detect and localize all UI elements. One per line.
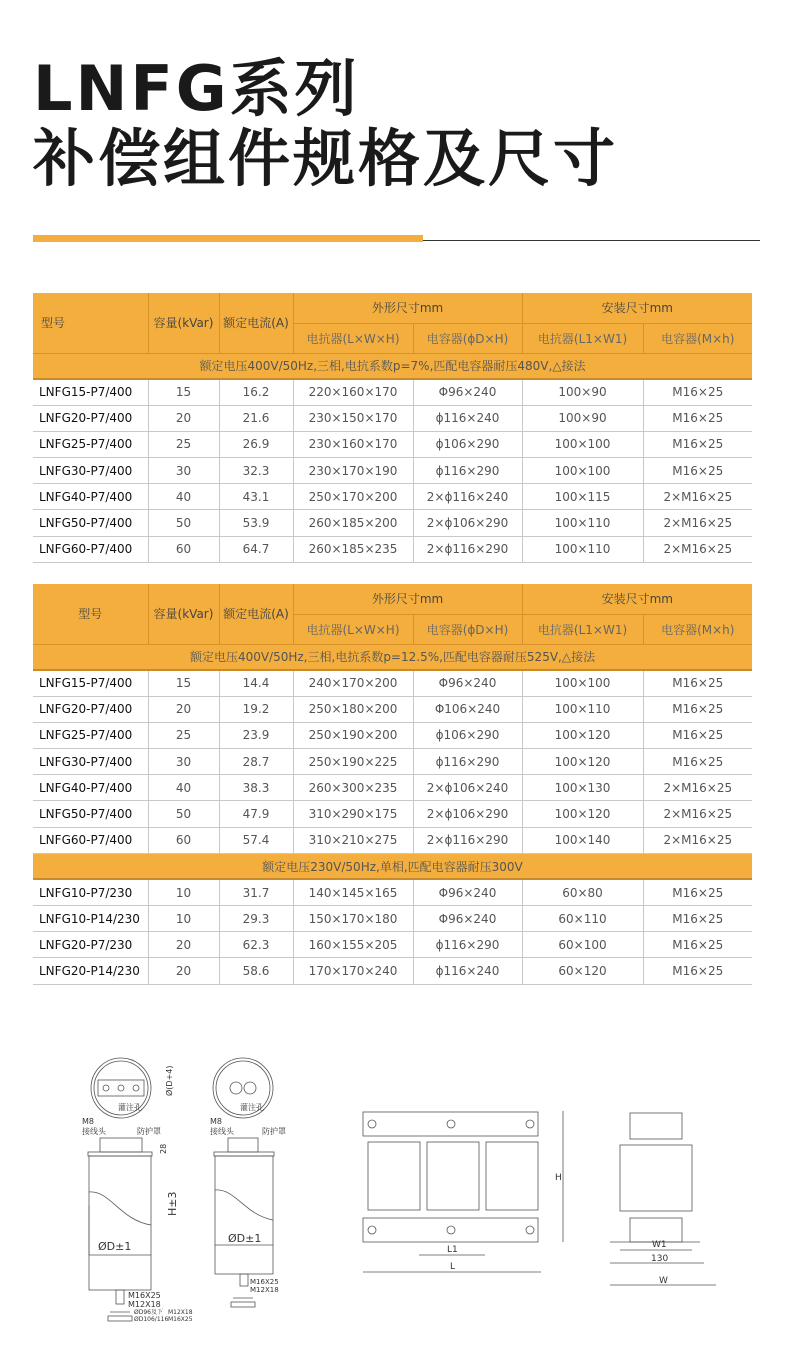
page-title-line2: 补偿组件规格及尺寸 (33, 122, 619, 195)
table-cell: 260×300×235 (293, 775, 413, 801)
header-model: 型号 (33, 293, 148, 353)
table-cell: M16×25 (643, 458, 752, 484)
table-cell: 100×110 (522, 536, 643, 562)
table-cell: 2×ϕ116×290 (413, 827, 522, 853)
table-row (33, 879, 752, 905)
subheader-capacitor-mh: 电容器(M×h) (643, 614, 752, 644)
reactor-front-drawing (363, 1111, 563, 1272)
table-cell: Φ96×240 (413, 379, 522, 405)
table-cell: 15 (148, 379, 219, 405)
spec-table-1 (33, 293, 752, 563)
table-cell: ϕ116×240 (413, 405, 522, 431)
table-cell: 21.6 (219, 405, 293, 431)
table-row (33, 749, 752, 775)
table-cell: ϕ116×290 (413, 932, 522, 958)
table-cell: 62.3 (219, 932, 293, 958)
table-cell: 2×M16×25 (643, 536, 752, 562)
table-cell: 16.2 (219, 379, 293, 405)
header-row (33, 584, 752, 614)
table-cell: LNFG20-P7/400 (33, 696, 148, 722)
svg-text:M12X18: M12X18 (250, 1286, 279, 1294)
table-cell: 2×M16×25 (643, 510, 752, 536)
table-cell: 100×120 (522, 801, 643, 827)
table-cell: M16×25 (643, 722, 752, 748)
table-cell: M16×25 (643, 431, 752, 457)
spec-table-2 (33, 584, 752, 985)
subheader-reactor-lwh: 电抗器(L×W×H) (293, 323, 413, 353)
table-cell: 20 (148, 405, 219, 431)
table-cell: 260×185×200 (293, 510, 413, 536)
svg-text:接线头: 接线头 (210, 1127, 234, 1136)
table-cell: 60×120 (522, 958, 643, 984)
subheader-reactor-l1w1: 电抗器(L1×W1) (522, 614, 643, 644)
header-outline: 外形尺寸mm (293, 584, 522, 614)
l1-label: L1 (447, 1245, 458, 1255)
section-row (33, 353, 752, 379)
table-cell: 40 (148, 484, 219, 510)
subheader-reactor-lwh: 电抗器(L×W×H) (293, 614, 413, 644)
table-cell: LNFG20-P14/230 (33, 958, 148, 984)
section-title: 额定电压400V/50Hz,三相,电抗系数p=7%,匹配电容器耐压480V,△接法 (33, 353, 752, 379)
table-row (33, 775, 752, 801)
table-cell: 100×90 (522, 405, 643, 431)
table-cell: ϕ116×240 (413, 958, 522, 984)
l-label: L (450, 1262, 456, 1272)
m16-label: M16X25 (128, 1291, 161, 1300)
capacitor-drawing-2-terminal (210, 1058, 286, 1307)
table-row (33, 696, 752, 722)
table-cell: 230×170×190 (293, 458, 413, 484)
section-row (33, 853, 752, 879)
header-current: 额定电流(A) (219, 584, 293, 644)
table-cell: 20 (148, 696, 219, 722)
table-cell: 150×170×180 (293, 906, 413, 932)
table-cell: 38.3 (219, 775, 293, 801)
table-cell: Φ96×240 (413, 906, 522, 932)
w130-label: 130 (651, 1254, 669, 1264)
svg-text:灌注孔: 灌注孔 (240, 1103, 264, 1112)
table-cell: 310×290×175 (293, 801, 413, 827)
table-cell: 2×ϕ106×290 (413, 801, 522, 827)
section-title: 额定电压230V/50Hz,单相,匹配电容器耐压300V (33, 853, 752, 879)
table-cell: M16×25 (643, 749, 752, 775)
table-cell: 250×170×200 (293, 484, 413, 510)
table-cell: 43.1 (219, 484, 293, 510)
table-cell: LNFG30-P7/400 (33, 458, 148, 484)
svg-text:防护罩: 防护罩 (262, 1127, 286, 1136)
header-row (33, 293, 752, 323)
table-cell: 100×90 (522, 379, 643, 405)
table-cell: LNFG40-P7/400 (33, 484, 148, 510)
table-cell: 20 (148, 932, 219, 958)
table-cell: LNFG60-P7/400 (33, 536, 148, 562)
table-cell: M16×25 (643, 670, 752, 696)
table-cell: LNFG20-P7/230 (33, 932, 148, 958)
section-title: 额定电压400V/50Hz,三相,电抗系数p=12.5%,匹配电容器耐压525V,△接法 (33, 644, 752, 670)
table-cell: 20 (148, 958, 219, 984)
m8-label: M8 (82, 1117, 94, 1126)
table-cell: LNFG15-P7/400 (33, 670, 148, 696)
table-row (33, 431, 752, 457)
table-cell: M16×25 (643, 958, 752, 984)
table-cell: 160×155×205 (293, 932, 413, 958)
table-cell: 25 (148, 431, 219, 457)
table-cell: 250×190×225 (293, 749, 413, 775)
table-cell: 64.7 (219, 536, 293, 562)
table-cell: 28.7 (219, 749, 293, 775)
table-cell: 100×130 (522, 775, 643, 801)
w-label: W (659, 1276, 668, 1286)
table-cell: ϕ106×290 (413, 722, 522, 748)
table-cell: 140×145×165 (293, 879, 413, 905)
height-label: H±3 (166, 1191, 179, 1216)
table-cell: 240×170×200 (293, 670, 413, 696)
note1b-label: M12X18 (168, 1309, 193, 1316)
table-cell: 220×160×170 (293, 379, 413, 405)
table-row (33, 405, 752, 431)
table-cell: M16×25 (643, 879, 752, 905)
table-row (33, 906, 752, 932)
svg-text:M16X25: M16X25 (250, 1278, 279, 1286)
table-cell: Φ96×240 (413, 879, 522, 905)
dimension-drawings (0, 1050, 790, 1350)
table-cell: 100×120 (522, 749, 643, 775)
dia-label: ØD±1 (98, 1240, 132, 1253)
accent-bar (33, 235, 423, 242)
table-cell: 260×185×235 (293, 536, 413, 562)
table-cell: Φ96×240 (413, 670, 522, 696)
table-cell: 310×210×275 (293, 827, 413, 853)
header-current: 额定电流(A) (219, 293, 293, 353)
table-cell: ϕ116×290 (413, 458, 522, 484)
table-row (33, 379, 752, 405)
table-cell: 15 (148, 670, 219, 696)
table-cell: 170×170×240 (293, 958, 413, 984)
m12-label: M12X18 (128, 1300, 161, 1309)
note2b-label: M16X25 (168, 1316, 193, 1323)
header-model: 型号 (33, 584, 148, 644)
table-cell: LNFG20-P7/400 (33, 405, 148, 431)
table-cell: 250×180×200 (293, 696, 413, 722)
table-cell: 23.9 (219, 722, 293, 748)
table-cell: 26.9 (219, 431, 293, 457)
table-cell: 100×140 (522, 827, 643, 853)
table-cell: 230×150×170 (293, 405, 413, 431)
header-capacity: 容量(kVar) (148, 293, 219, 353)
svg-text:M8: M8 (210, 1117, 222, 1126)
table-cell: 230×160×170 (293, 431, 413, 457)
cover-label: 防护罩 (137, 1127, 161, 1136)
table-cell: 2×M16×25 (643, 775, 752, 801)
fill-hole-label: 灌注孔 (118, 1103, 142, 1112)
subheader-capacitor-dh: 电容器(ϕD×H) (413, 614, 522, 644)
table-cell: 100×100 (522, 431, 643, 457)
note1-label: ØD96及下 (134, 1309, 163, 1316)
table-row (33, 827, 752, 853)
table-cell: 2×ϕ106×290 (413, 510, 522, 536)
table-cell: 30 (148, 749, 219, 775)
table-cell: 2×M16×25 (643, 801, 752, 827)
table-cell: LNFG30-P7/400 (33, 749, 148, 775)
reactor-side-drawing (610, 1113, 716, 1286)
divider-line (423, 240, 760, 241)
table-cell: 100×110 (522, 696, 643, 722)
svg-text:ØD±1: ØD±1 (228, 1232, 262, 1245)
table-cell: 47.9 (219, 801, 293, 827)
subheader-capacitor-dh: 电容器(ϕD×H) (413, 323, 522, 353)
table-cell: ϕ116×290 (413, 749, 522, 775)
table-cell: LNFG10-P7/230 (33, 879, 148, 905)
table-row (33, 458, 752, 484)
h-label: H (555, 1173, 562, 1183)
table-cell: 50 (148, 510, 219, 536)
table-cell: 57.4 (219, 827, 293, 853)
table-cell: M16×25 (643, 405, 752, 431)
page-title-line1: LNFG系列 (33, 52, 360, 125)
table-row (33, 536, 752, 562)
table-row (33, 670, 752, 696)
table-cell: LNFG50-P7/400 (33, 510, 148, 536)
table-cell: 100×115 (522, 484, 643, 510)
table-cell: 30 (148, 458, 219, 484)
table-cell: LNFG15-P7/400 (33, 379, 148, 405)
table-cell: 60 (148, 536, 219, 562)
table-cell: 2×ϕ106×240 (413, 775, 522, 801)
header-install: 安装尺寸mm (522, 293, 752, 323)
table-cell: 100×110 (522, 510, 643, 536)
table-cell: Φ106×240 (413, 696, 522, 722)
table-row (33, 932, 752, 958)
table-cell: 2×ϕ116×240 (413, 484, 522, 510)
subheader-capacitor-mh: 电容器(M×h) (643, 323, 752, 353)
table-cell: 100×100 (522, 458, 643, 484)
table-row (33, 484, 752, 510)
table-cell: 100×120 (522, 722, 643, 748)
table-cell: LNFG25-P7/400 (33, 722, 148, 748)
table-row (33, 801, 752, 827)
table-cell: M16×25 (643, 696, 752, 722)
table-cell: 250×190×200 (293, 722, 413, 748)
table-cell: ϕ106×290 (413, 431, 522, 457)
table-cell: 32.3 (219, 458, 293, 484)
header-install: 安装尺寸mm (522, 584, 752, 614)
table-cell: LNFG25-P7/400 (33, 431, 148, 457)
subheader-reactor-l1w1: 电抗器(L1×W1) (522, 323, 643, 353)
table-cell: M16×25 (643, 906, 752, 932)
w1-label: W1 (652, 1240, 667, 1250)
note2-label: ØD106/116 (134, 1316, 169, 1323)
dia-top-label: Ø(D+4) (165, 1065, 174, 1096)
header-capacity: 容量(kVar) (148, 584, 219, 644)
header-outline: 外形尺寸mm (293, 293, 522, 323)
table-cell: 53.9 (219, 510, 293, 536)
table-cell: 14.4 (219, 670, 293, 696)
table-cell: 58.6 (219, 958, 293, 984)
table-cell: 25 (148, 722, 219, 748)
table-cell: 100×100 (522, 670, 643, 696)
table-cell: 19.2 (219, 696, 293, 722)
table-cell: 2×ϕ116×290 (413, 536, 522, 562)
table-row (33, 958, 752, 984)
table-cell: LNFG60-P7/400 (33, 827, 148, 853)
table-cell: 60×80 (522, 879, 643, 905)
table-cell: M16×25 (643, 379, 752, 405)
section-row (33, 644, 752, 670)
capacitor-drawing-3-terminal (82, 1058, 193, 1323)
table-cell: 29.3 (219, 906, 293, 932)
table-cell: LNFG10-P14/230 (33, 906, 148, 932)
table-cell: 60×100 (522, 932, 643, 958)
table-cell: 60 (148, 827, 219, 853)
table-cell: 40 (148, 775, 219, 801)
table-cell: 10 (148, 879, 219, 905)
table-cell: 10 (148, 906, 219, 932)
table-row (33, 722, 752, 748)
table-cell: 2×M16×25 (643, 484, 752, 510)
table-row (33, 510, 752, 536)
table-cell: 2×M16×25 (643, 827, 752, 853)
table-cell: LNFG50-P7/400 (33, 801, 148, 827)
table-cell: 50 (148, 801, 219, 827)
table-cell: LNFG40-P7/400 (33, 775, 148, 801)
terminal-label: 接线头 (82, 1127, 106, 1136)
table-cell: 31.7 (219, 879, 293, 905)
table-cell: 60×110 (522, 906, 643, 932)
table-cell: M16×25 (643, 932, 752, 958)
h28-label: 28 (159, 1143, 168, 1154)
